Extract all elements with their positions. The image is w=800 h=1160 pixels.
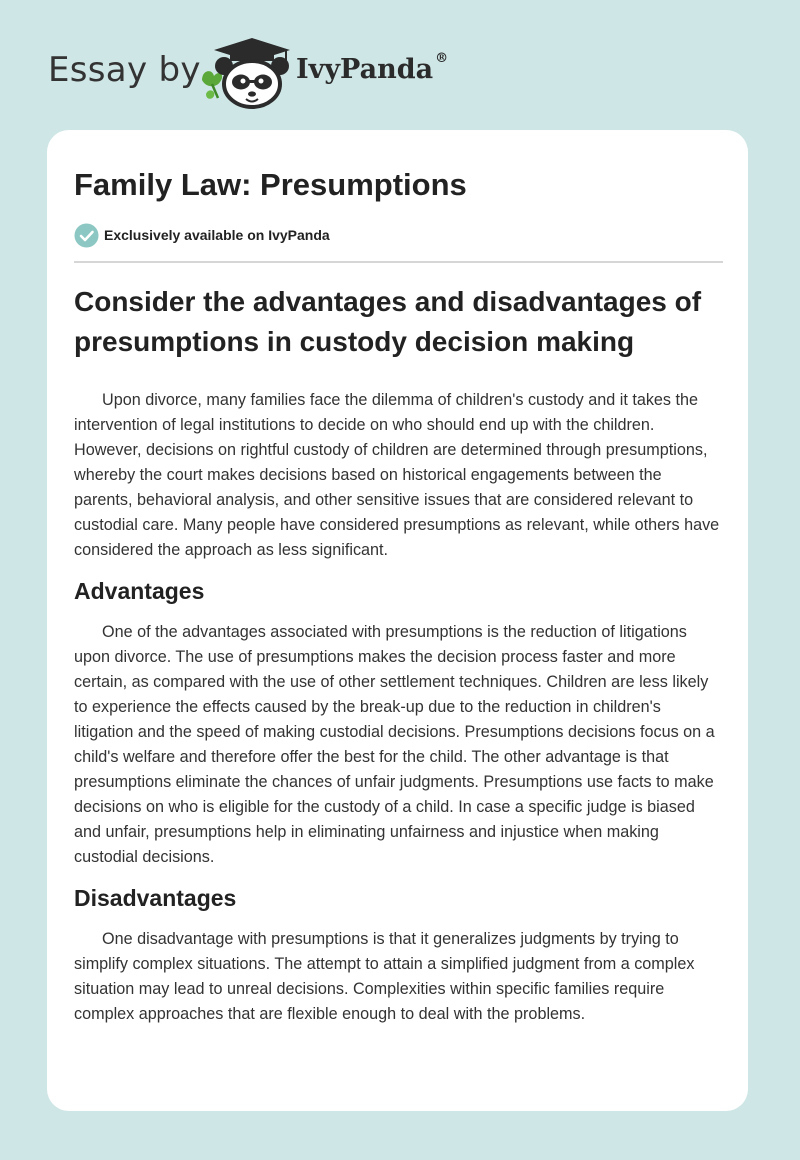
essay-question-heading: Consider the advantages and disadvantages of presumptions in custody decision making <box>74 286 702 357</box>
exclusive-badge <box>74 222 330 248</box>
disadvantages-paragraph: One disadvantage with presumptions is that it generalizes judgments by trying to simplify complex situations. The attempt to attain a simplified judgment from a complex situation may lead to unreal decisions. Complexities within specific families require complex approaches that are flexible enough to deal with the problems. <box>74 930 695 1023</box>
section-heading-disadvantages: Disadvantages <box>74 885 237 911</box>
divider <box>74 261 723 263</box>
registered-mark: ® <box>435 51 449 66</box>
essay-by-label: Essay by <box>48 50 201 90</box>
section-heading-advantages: Advantages <box>74 578 205 604</box>
site-header <box>0 0 800 120</box>
page-title: Family Law: Presumptions <box>74 167 467 202</box>
exclusive-badge-label: Exclusively available on IvyPanda <box>104 227 330 243</box>
intro-paragraph: Upon divorce, many families face the dilemma of children's custody and it takes the intervention of legal institutions to decide on who should end up with the children. However, decisions on rightful custody of children are determined through presumptions, whereby the court makes decisions based on historical engagements between the parents, behavioral analysis, and other sensitive issues that are considered relevant to custodial care. Many people have considered presumptions as relevant, while others have considered the approach as less significant. <box>74 391 720 559</box>
advantages-paragraph: One of the advantages associated with presumptions is the reduction of litigations upon divorce. The use of presumptions makes the decision process faster and more certain, as compared with the use of other settlement techniques. Children are less likely to experience the effects caused by the break-up due to the reduction in children's litigation and the speed of making custodial decisions. Presumptions decisions focus on a child's welfare and therefore offer the best for the child. The other advantage is that presumptions eliminate the chances of unfair judgments. Presumptions use facts to make decisions on who is eligible for the custody of a child. In case a specific judge is biased and unfair, presumptions help in eliminating unfairness and injustice when making custodial decisions. <box>74 623 715 866</box>
brand-name[interactable] <box>296 51 449 85</box>
essay-body <box>74 282 724 1027</box>
essay-card <box>47 130 748 1111</box>
check-circle-icon <box>74 223 99 248</box>
ivypanda-logo-icon[interactable] <box>198 36 294 110</box>
brand-name-text: IvyPanda <box>296 54 434 85</box>
